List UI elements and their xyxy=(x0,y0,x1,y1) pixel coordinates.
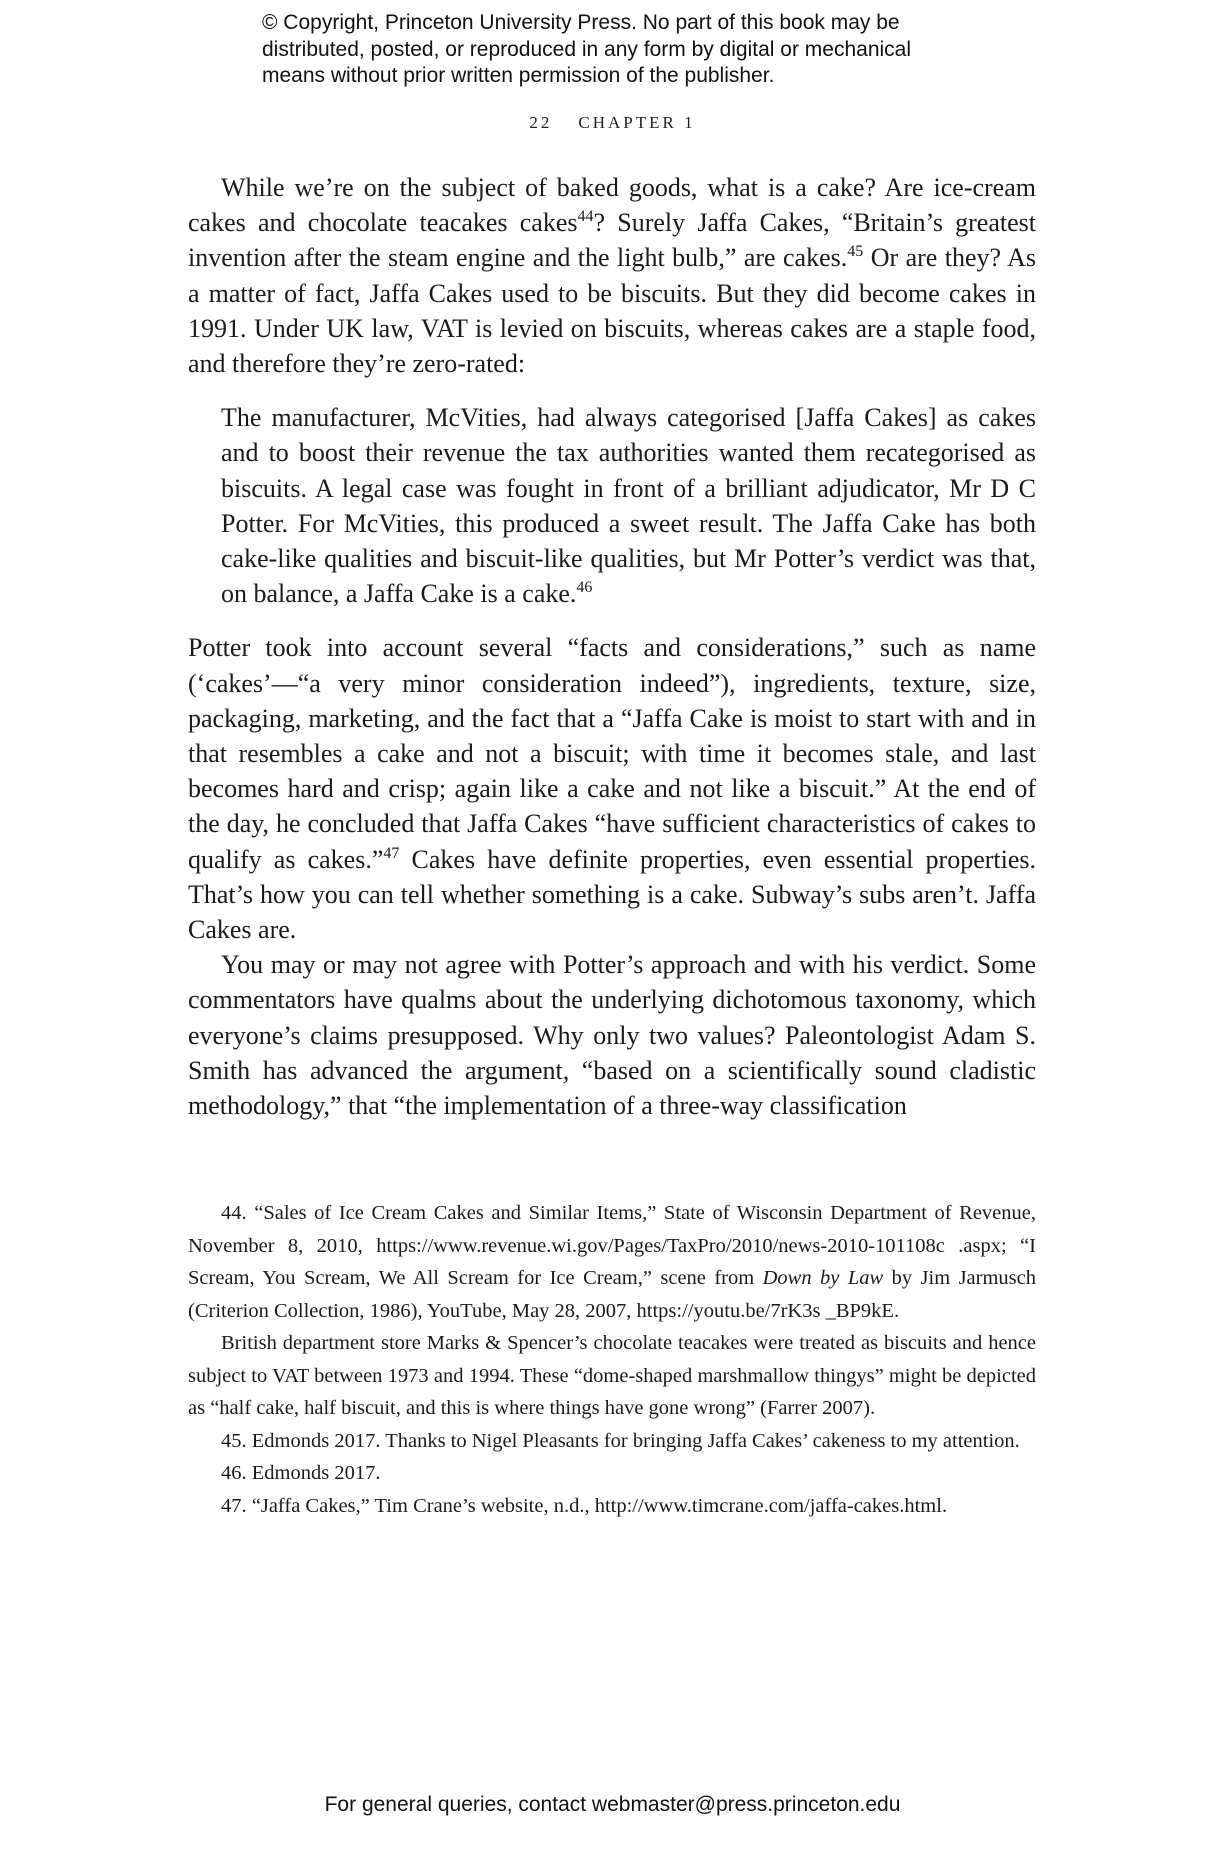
running-head xyxy=(0,113,1225,133)
paragraph-text: Cakes have definite properties, even essential properties. That’s how you can tell whether something is a cake. Subway’s subs aren’t. Jaffa Cakes are. xyxy=(188,844,1036,945)
copyright-line: © Copyright, Princeton University Press. No part of this book may be xyxy=(262,11,900,34)
footnote-ref: 47 xyxy=(383,844,400,862)
footnote-ref: 45 xyxy=(847,243,864,261)
block-quote xyxy=(221,400,1036,611)
footnote-text: 44. “Sales of Ice Cream Cakes and Similar Items,” State of Wisconsin Department of Revenue, November 8, 2010, https://www.revenue.wi.gov/Pages/TaxPro/2010/news-2010-101108c .aspx; “I Scream, You Scream, We All Scream for Ice Cream,” scene from xyxy=(188,1202,1036,1289)
paragraph xyxy=(188,170,1036,381)
paragraph xyxy=(188,630,1036,947)
paragraph-text: Or are they? As a matter of fact, Jaffa Cakes used to be biscuits. But they did become cakes in 1991. Under UK law, VAT is levied on biscuits, whereas cakes are a staple food, and therefore they’re zero-rated: xyxy=(188,243,1037,379)
paragraph: You may or may not agree with Potter’s approach and with his verdict. Some commentators have qualms about the underlying dichotomous taxonomy, which everyone’s claims presupposed. Why only two values? Paleontologist Adam S. Smith has advanced the argument, “based on a scientifically sound cladistic methodology,” that “the implementation of a three-way classification xyxy=(188,950,1036,1121)
paragraph-text: While we’re on the subject of baked goods, what is a cake? Are ice-cream cakes and chocolate teacakes cakes xyxy=(188,173,1036,238)
footer-contact: For general queries, contact webmaster@press.princeton.edu xyxy=(324,1793,901,1816)
film-title: Down by Law xyxy=(762,1267,884,1289)
quote-text: The manufacturer, McVities, had always categorised [Jaffa Cakes] as cakes and to boost their revenue the tax authorities wanted them recategorised as biscuits. A legal case was fought in front of a brilliant adjudicator, Mr D C Potter. For McVities, this produced a sweet result. The Jaffa Cake has both cake-like qualities and biscuit-like qualities, but Mr Potter’s verdict was that, on balance, a Jaffa Cake is a cake. xyxy=(221,403,1036,609)
footnote-46: 46. Edmonds 2017. xyxy=(221,1462,381,1484)
footnote-47: 47. “Jaffa Cakes,” Tim Crane’s website, n.d., http://www.timcrane.com/jaffa-cakes.html. xyxy=(221,1494,948,1517)
footnote-44-continuation: British department store Marks & Spencer’s chocolate teacakes were treated as biscuits and hence subject to VAT between 1973 and 1994. These “dome-shaped marshmallow thingys” might be depicted as “half cake, half biscuit, and this is where things have gone wrong” (Farrer 2007). xyxy=(188,1332,1036,1419)
body-text xyxy=(188,170,1036,1123)
copyright-line: distributed, posted, or reproduced in any form by digital or mechanical xyxy=(262,37,912,61)
footnotes xyxy=(188,1197,1036,1522)
chapter-label: CHAPTER 1 xyxy=(578,113,696,132)
copyright-notice xyxy=(262,10,1022,90)
page-number: 22 xyxy=(529,113,553,132)
copyright-line: means without prior written permission of the publisher. xyxy=(262,64,775,87)
footnote-ref: 46 xyxy=(576,579,593,597)
footnote-ref: 44 xyxy=(577,208,594,226)
footnote-text: by Jim Jarmusch (Criterion Collection, 1986), YouTube, May 28, 2007, https://youtu.be/7rK3s _BP9kE. xyxy=(188,1267,1037,1322)
footnote-44 xyxy=(188,1197,1036,1327)
paragraph-text: Potter took into account several “facts and considerations,” such as name (‘cakes’—“a very minor consideration indeed”), ingredients, texture, size, packaging, marketing, and the fact that a “Jaffa Cake is moist to start with and in that resembles a cake and not a biscuit; with time it becomes stale, and last becomes hard and crisp; again like a cake and not like a biscuit.” At the end of the day, he concluded that Jaffa Cakes “have sufficient characteristics of cakes to qualify as cakes.” xyxy=(188,633,1036,874)
footnote-45: 45. Edmonds 2017. Thanks to Nigel Pleasants for bringing Jaffa Cakes’ cakeness to my attention. xyxy=(221,1429,1020,1452)
paragraph-text: ? Surely Jaffa Cakes, “Britain’s greatest invention after the steam engine and the light bulb,” are cakes. xyxy=(188,208,1036,273)
